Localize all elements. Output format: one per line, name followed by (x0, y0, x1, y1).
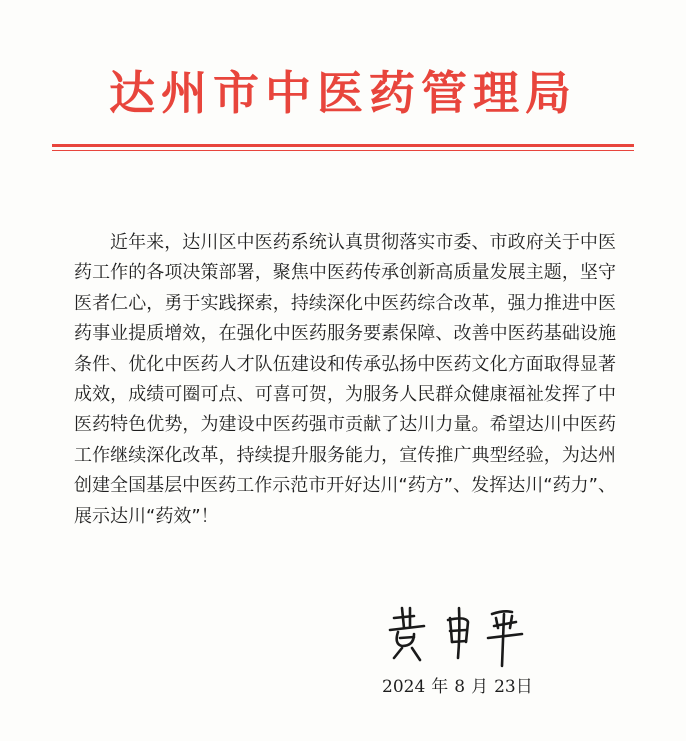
date-year-unit: 年 (431, 677, 449, 697)
letterhead-rule-thin (52, 150, 634, 151)
letterhead-rule-thick (52, 144, 634, 147)
date-year: 2024 (382, 677, 426, 697)
letterhead-title: 达州市中医药管理局 (109, 66, 577, 120)
date-month-unit: 月 (471, 677, 489, 697)
letter-body: 近年来，达川区中医药系统认真贯彻落实市委、市政府关于中医药工作的各项决策部署，聚焦中医药传承创新高质量发展主题，坚守医者仁心，勇于实践探索，持续深化中医药综合改革，强力推进中医药事业提质增效，在强化中医药服务要素保障、改善中医药基础设施条件、优化中医药人才队伍建设和传承弘扬中医药文化方面取得显著成效，成绩可圈可点、可喜可贺，为服务人民群众健康福祉发挥了中医药特色优势，为建设中医药强市贡献了达川力量。希望达川中医药工作继续深化改革，持续提升服务能力，宣传推广典型经验，为达州创建全国基层中医药工作示范市开好达川“药方”、发挥达川“药力”、展示达川“药效”！ (74, 232, 616, 527)
date-month: 8 (454, 677, 466, 697)
letter-date (382, 672, 533, 697)
date-day: 23 (494, 677, 516, 697)
date-day-unit: 日 (515, 677, 533, 697)
signature-icon (380, 600, 540, 670)
